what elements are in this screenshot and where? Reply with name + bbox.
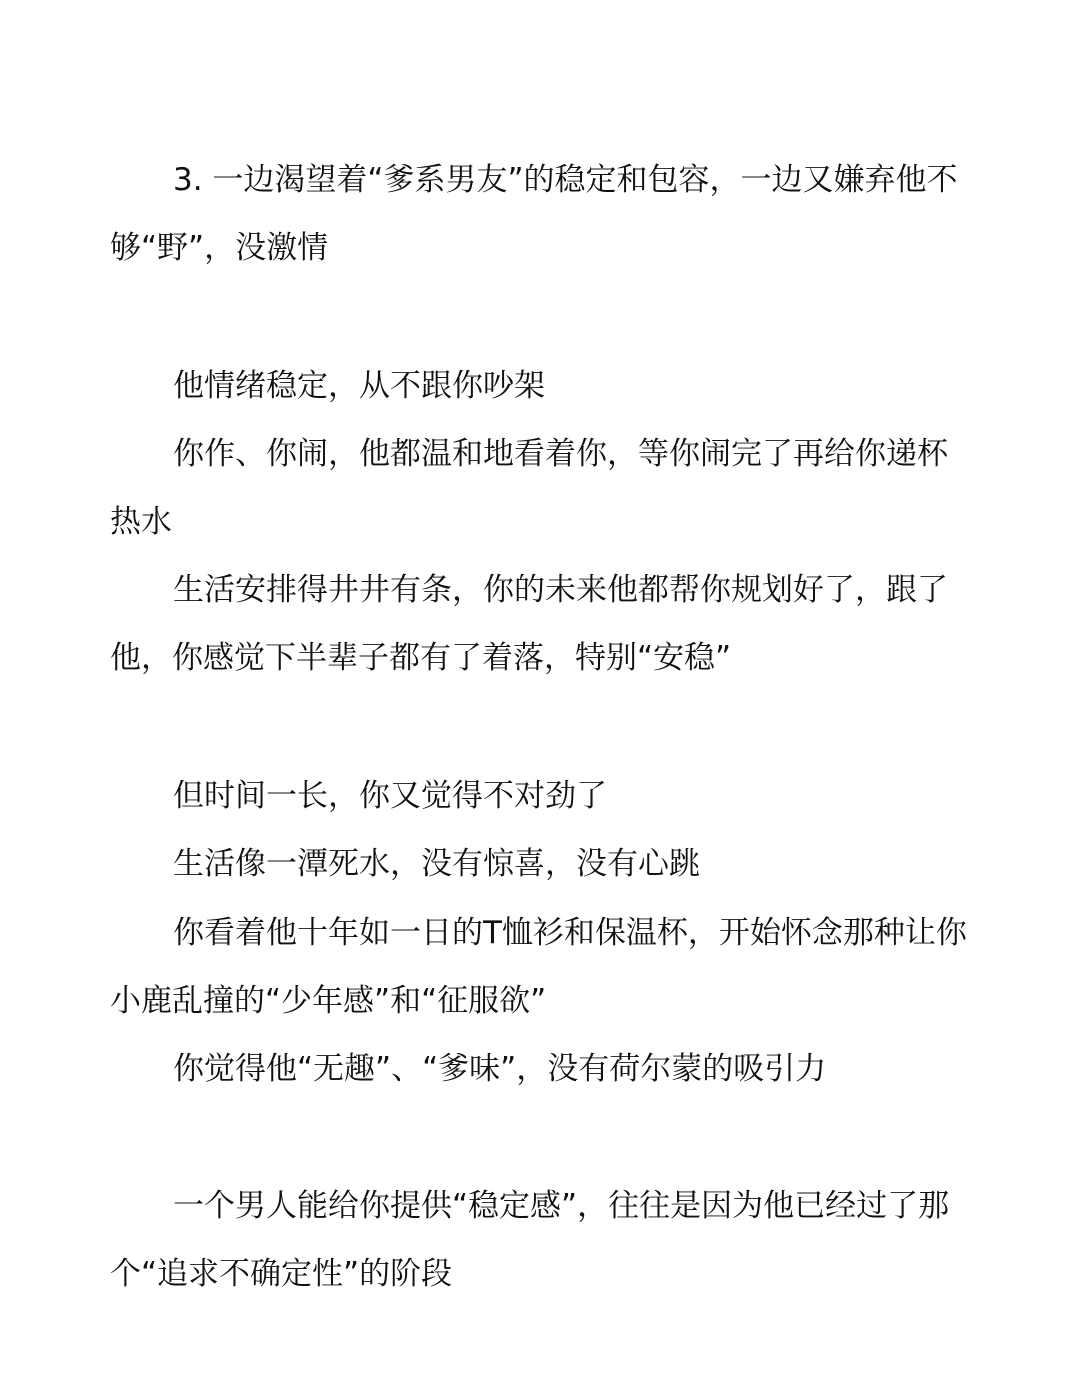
- paragraph: 你作、你闹，他都温和地看着你，等你闹完了再给你递杯热水: [110, 436, 948, 540]
- paragraph: 一个男人能给你提供“稳定感”，往往是因为他已经过了那个“追求不确定性”的阶段: [110, 1188, 950, 1292]
- paragraph: 你看着他十年如一日的T恤衫和保温杯，开始怀念那种让你小鹿乱撞的“少年感”和“征服欲”: [110, 915, 967, 1019]
- section-heading: 3. 一边渴望着“爹系男友”的稳定和包容，一边又嫌弃他不够“野”，没激情: [110, 162, 958, 266]
- paragraph: 你觉得他“无趣”、“爹味”，没有荷尔蒙的吸引力: [173, 1051, 827, 1087]
- paragraph: 他情绪稳定，从不跟你吵架: [173, 368, 545, 404]
- paragraph: 生活安排得井井有条，你的未来他都帮你规划好了，跟了他，你感觉下半辈子都有了着落，特别“安稳”: [110, 572, 948, 676]
- paragraph: 但时间一长，你又觉得不对劲了: [173, 778, 607, 814]
- paragraph: 生活像一潭死水，没有惊喜，没有心跳: [173, 846, 700, 882]
